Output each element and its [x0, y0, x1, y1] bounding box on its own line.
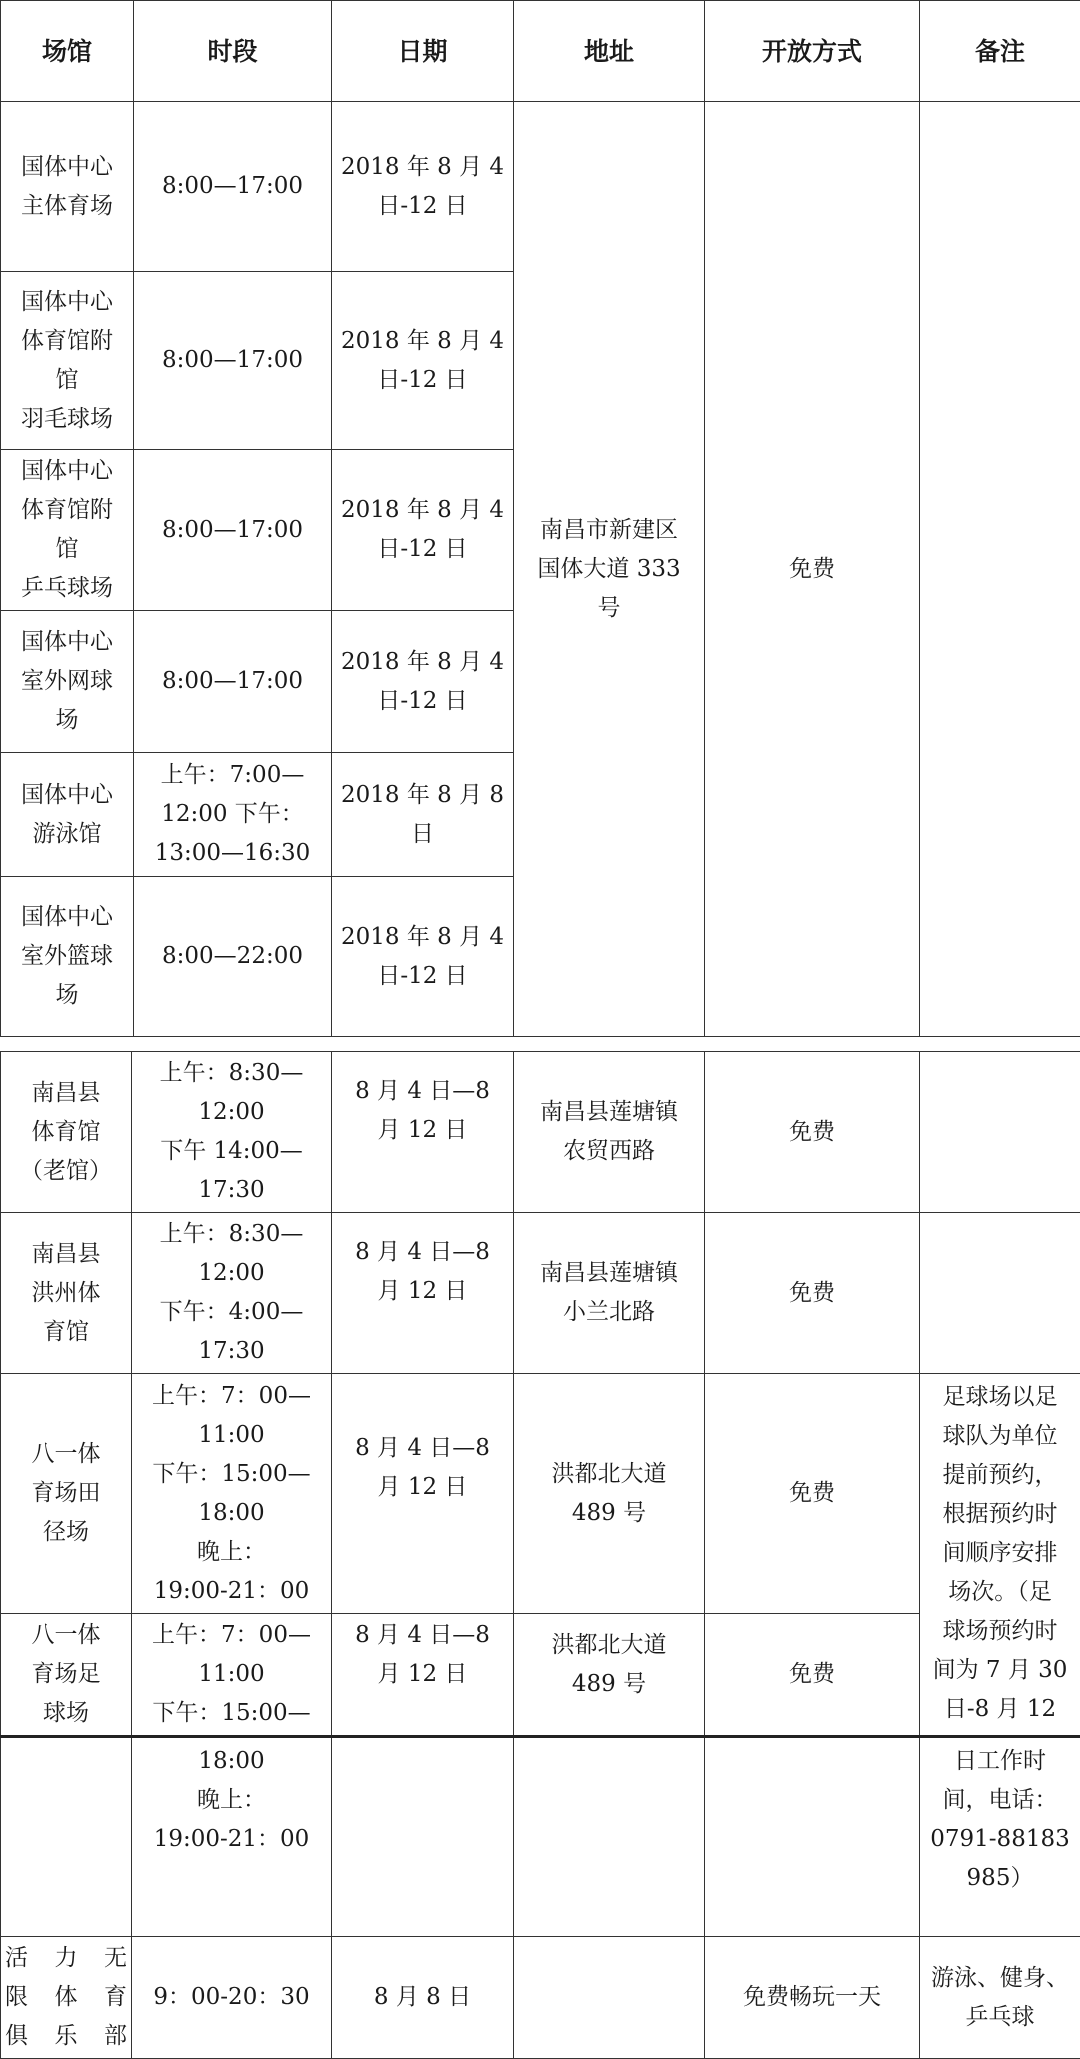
- date-cell: 2018 年 8 月 8 日: [332, 753, 514, 877]
- date-cell: 2018 年 8 月 4 日-12 日: [332, 272, 514, 450]
- venue-cell: 国体中心 室外篮球 场: [1, 877, 134, 1037]
- venue-cell: 国体中心 体育馆附 馆 乒乓球场: [1, 450, 134, 611]
- note-cell: 日工作时 间，电话： 0791-88183 985）: [920, 1737, 1080, 1937]
- time-cell: 8:00—17:00: [134, 102, 332, 272]
- header-date: 日期: [332, 1, 514, 102]
- time-cell: 8:00—22:00: [134, 877, 332, 1037]
- venue-cell: 国体中心 游泳馆: [1, 753, 134, 877]
- venue-cell: 国体中心 室外网球 场: [1, 611, 134, 753]
- method-cell: 免费: [705, 1052, 920, 1213]
- venue-cell: 国体中心 主体育场: [1, 102, 134, 272]
- method-cell: 免费: [705, 1374, 920, 1614]
- time-cell: 上午：8:30— 12:00 下午：4:00— 17:30: [132, 1213, 332, 1374]
- time-cell: 上午：7：00— 11:00 下午：15:00—: [132, 1614, 332, 1737]
- date-cell: 8 月 8 日: [332, 1937, 514, 2059]
- header-time: 时段: [134, 1, 332, 102]
- venue-cell: 八一体 育场田 径场: [1, 1374, 132, 1614]
- address-cell: [514, 1937, 705, 2059]
- address-cell: [514, 1737, 705, 1937]
- table-row: [1, 1937, 1080, 2059]
- header-address: 地址: [514, 1, 705, 102]
- time-cell: 上午：7：00— 11:00 下午：15:00— 18:00 晚上： 19:00-21：00: [132, 1374, 332, 1614]
- address-cell: 南昌县莲塘镇 农贸西路: [514, 1052, 705, 1213]
- venue-cell: 国体中心 体育馆附 馆 羽毛球场: [1, 272, 134, 450]
- header-method: 开放方式: [705, 1, 920, 102]
- table-row: [1, 1374, 1080, 1614]
- address-cell: 洪都北大道 489 号: [514, 1614, 705, 1737]
- method-cell: 免费: [705, 1213, 920, 1374]
- method-cell: 免费: [705, 1614, 920, 1737]
- table-row: [1, 1052, 1080, 1213]
- venue-cell: 南昌县 洪州体 育馆: [1, 1213, 132, 1374]
- date-cell: 2018 年 8 月 4 日-12 日: [332, 611, 514, 753]
- time-cell: 8:00—17:00: [134, 611, 332, 753]
- method-cell: 免费畅玩一天: [705, 1937, 920, 2059]
- continuation-row: [1, 1737, 1080, 1937]
- venue-cell: [1, 1737, 132, 1937]
- note-cell: 游泳、健身、 乒乓球: [920, 1937, 1080, 2059]
- table-row: [1, 102, 1080, 272]
- date-cell: 8 月 4 日—8 月 12 日: [332, 1614, 514, 1737]
- time-cell: 上午：8:30— 12:00 下午 14:00— 17:30: [132, 1052, 332, 1213]
- date-cell: 8 月 4 日—8 月 12 日: [332, 1052, 514, 1213]
- header-venue: 场馆: [1, 1, 134, 102]
- address-cell: 洪都北大道 489 号: [514, 1374, 705, 1614]
- note-cell: 足球场以足 球队为单位 提前预约， 根据预约时 间顺序安排 场次。（足 球场预约时 间为 7 月 30 日-8 月 12: [920, 1374, 1080, 1737]
- time-cell: 上午：7:00— 12:00 下午： 13:00—16:30: [134, 753, 332, 877]
- note-cell: [920, 1052, 1080, 1213]
- time-cell: 8:00—17:00: [134, 272, 332, 450]
- address-cell: 南昌市新建区 国体大道 333 号: [514, 102, 705, 1037]
- date-cell: 2018 年 8 月 4 日-12 日: [332, 877, 514, 1037]
- venue-cell: 南昌县 体育馆 （老馆）: [1, 1052, 132, 1213]
- note-cell: [920, 102, 1080, 1037]
- method-cell: [705, 1737, 920, 1937]
- method-cell: 免费: [705, 102, 920, 1037]
- date-cell: 2018 年 8 月 4 日-12 日: [332, 102, 514, 272]
- time-cell: 9：00-20：30: [132, 1937, 332, 2059]
- address-cell: 南昌县莲塘镇 小兰北路: [514, 1213, 705, 1374]
- venue-cell: 活力无 限体育 俱乐部: [1, 1937, 132, 2059]
- time-cell: 18:00 晚上： 19:00-21：00: [132, 1737, 332, 1937]
- table-row: [1, 1614, 1080, 1737]
- table-header-row: [1, 1, 1080, 102]
- time-cell: 8:00—17:00: [134, 450, 332, 611]
- date-cell: [332, 1737, 514, 1937]
- header-note: 备注: [920, 1, 1080, 102]
- venue-cell: 八一体 育场足 球场: [1, 1614, 132, 1737]
- table-row: [1, 1213, 1080, 1374]
- date-cell: 2018 年 8 月 4 日-12 日: [332, 450, 514, 611]
- date-cell: 8 月 4 日—8 月 12 日: [332, 1374, 514, 1614]
- date-cell: 8 月 4 日—8 月 12 日: [332, 1213, 514, 1374]
- note-cell: [920, 1213, 1080, 1374]
- venue-table-2: [0, 1051, 1080, 2059]
